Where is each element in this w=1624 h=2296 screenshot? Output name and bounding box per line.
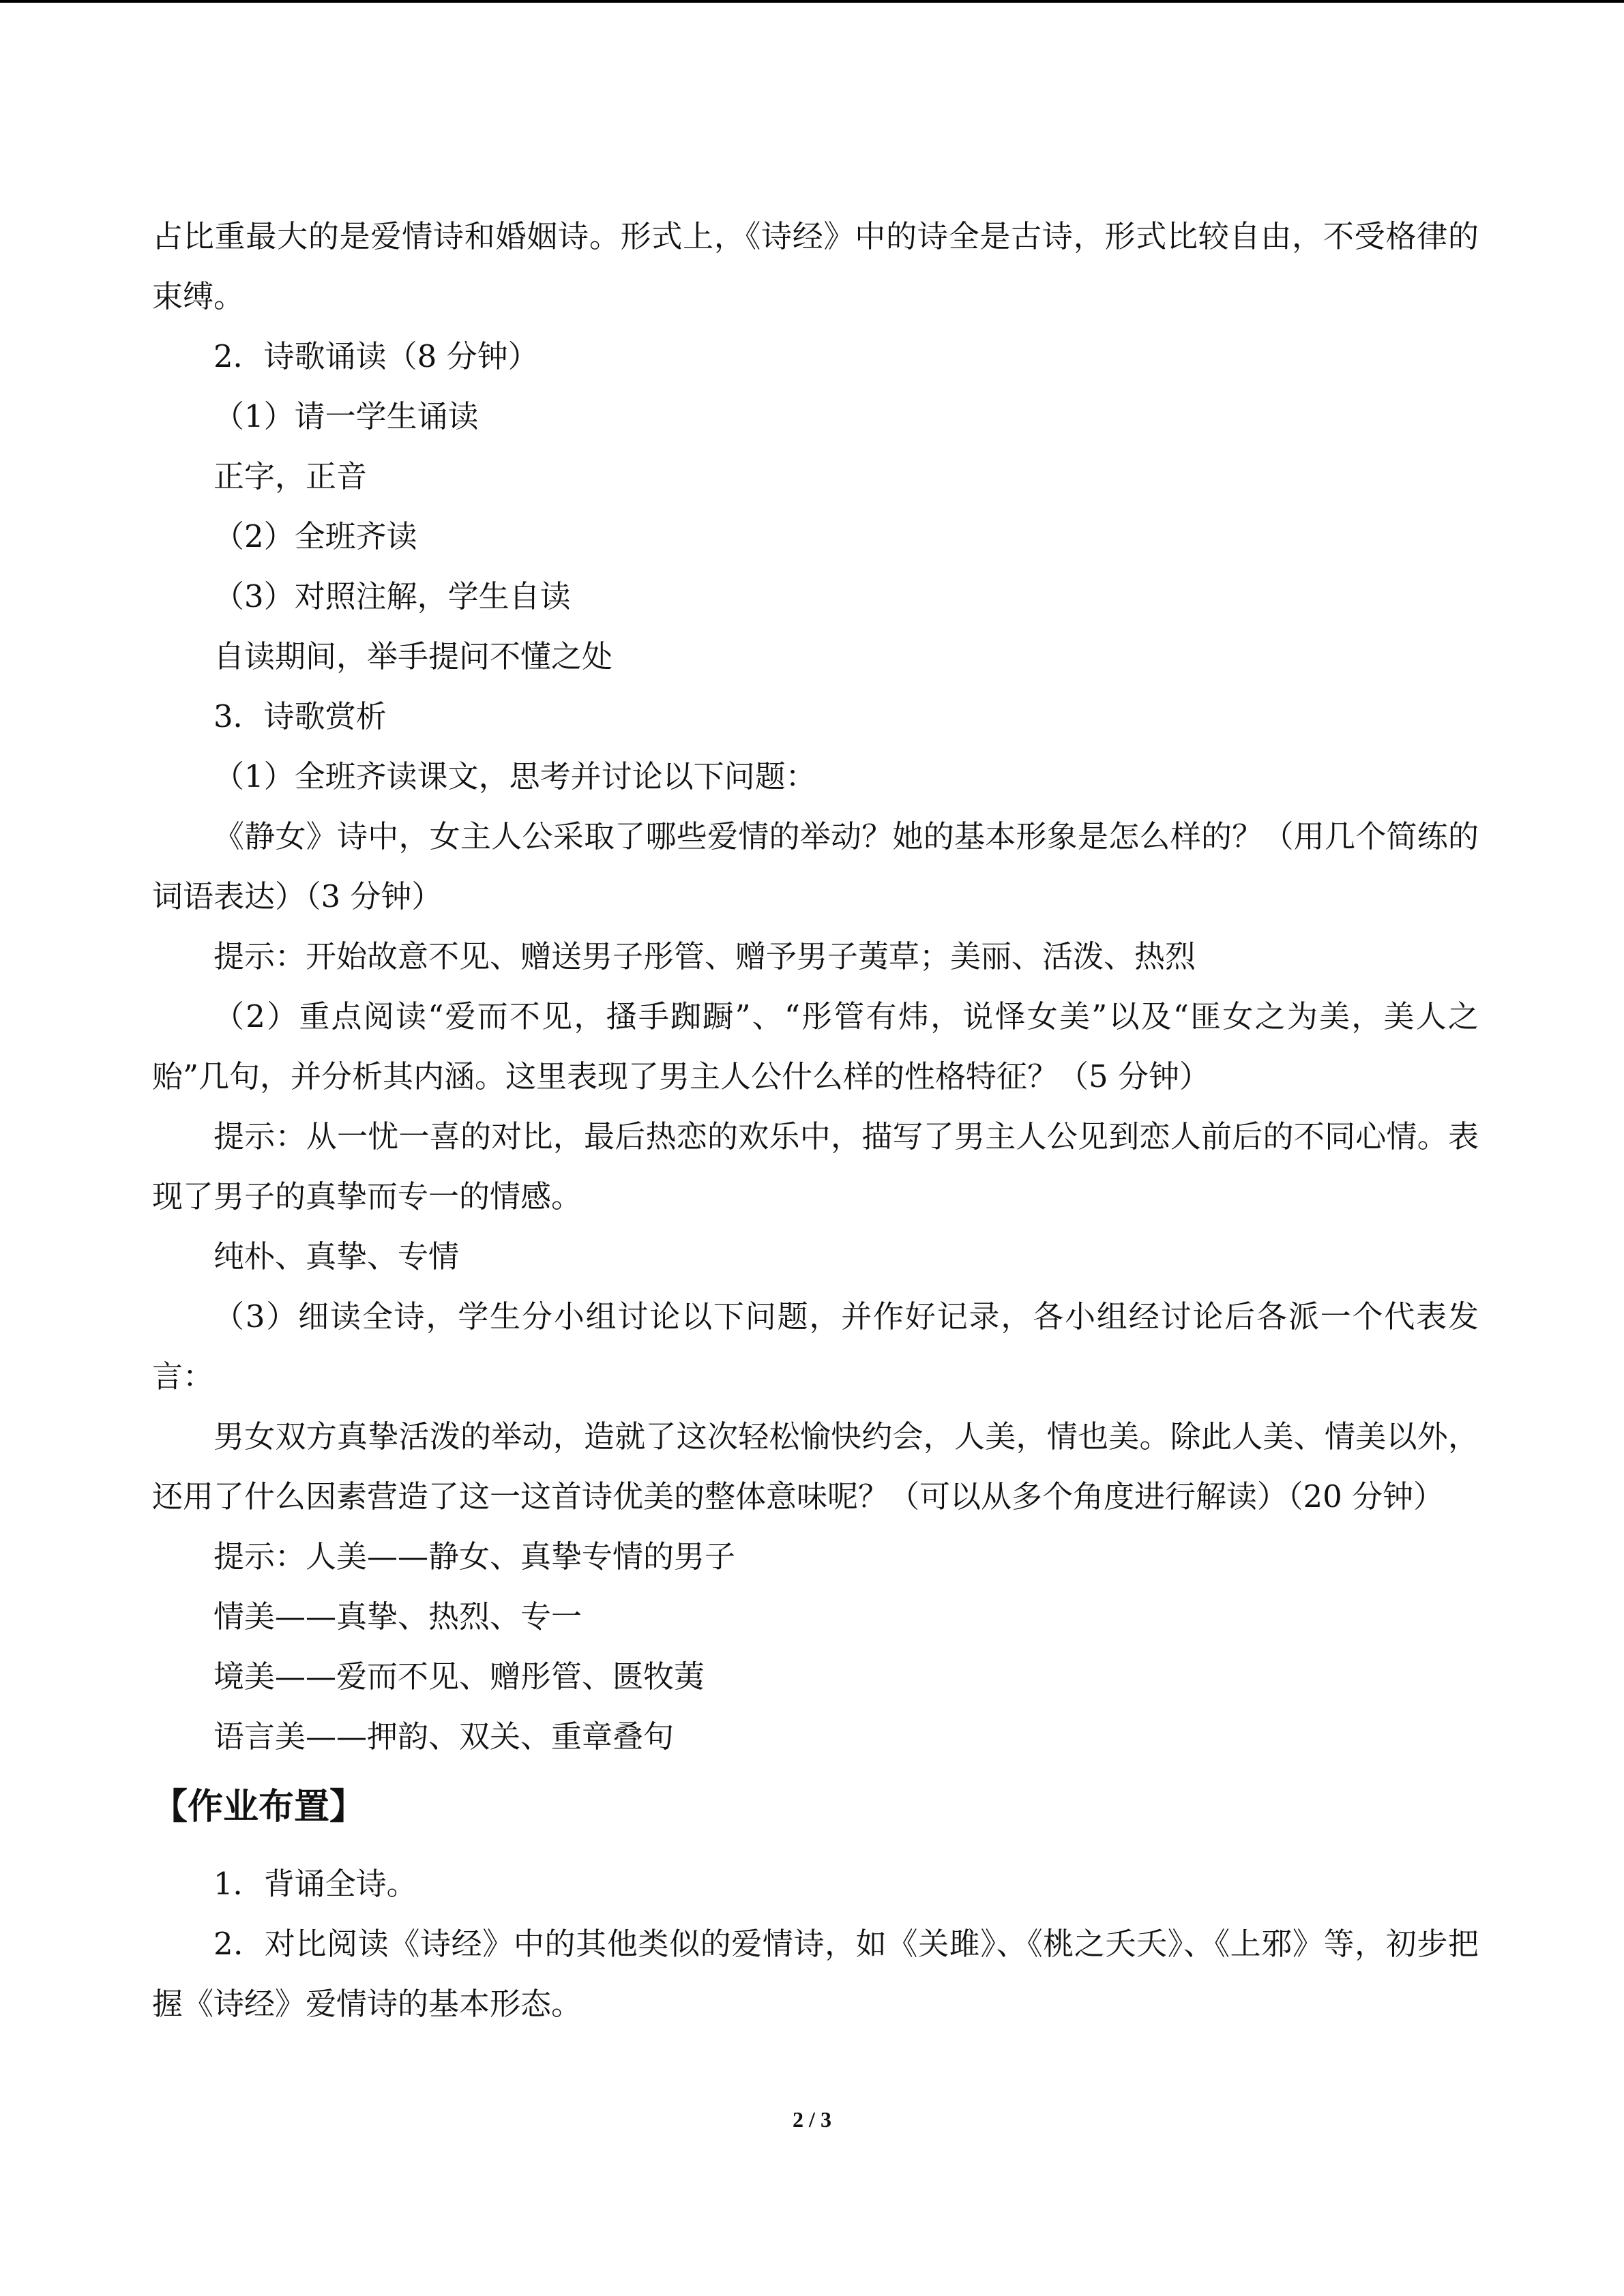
paragraph: （2）全班齐读 xyxy=(213,518,417,554)
paragraph: 情美——真挚、热烈、专一 xyxy=(213,1598,582,1635)
paragraph: （3）细读全诗，学生分小组讨论以下问题，并作好记录，各小组经讨论后各派一个代表发言： xyxy=(152,1298,1479,1395)
paragraph: （1）请一学生诵读 xyxy=(213,398,479,434)
paragraph: 2．对比阅读《诗经》中的其他类似的爱情诗，如《关雎》、《桃之夭夭》、《上邪》等，初步把握《诗经》爱情诗的基本形态。 xyxy=(152,1926,1479,2022)
paragraph: 纯朴、真挚、专情 xyxy=(213,1238,460,1274)
paragraph: 《静女》诗中，女主人公采取了哪些爱情的举动？她的基本形象是怎么样的？（用几个简练的词语表达）（3 分钟） xyxy=(152,818,1479,914)
lesson-steps-section xyxy=(152,207,1479,1767)
paragraph: 提示：开始故意不见、赠送男子彤管、赠予男子荑草；美丽、活泼、热烈 xyxy=(213,938,1196,974)
paragraph: 语言美——押韵、双关、重章叠句 xyxy=(213,1718,675,1755)
document-body xyxy=(152,207,1479,2034)
paragraph: 占比重最大的是爱情诗和婚姻诗。形式上，《诗经》中的诗全是古诗，形式比较自由，不受格律的束缚。 xyxy=(152,218,1479,314)
paragraph: （2）重点阅读“爱而不见，搔手踟蹰”、“彤管有炜，说怿女美”以及“匪女之为美，美人之贻”几句，并分析其内涵。这里表现了男主人公什么样的性格特征？（5 分钟） xyxy=(152,998,1479,1094)
paragraph: 境美——爱而不见、赠彤管、匮牧荑 xyxy=(213,1658,705,1695)
paragraph: （3）对照注解，学生自读 xyxy=(213,578,571,614)
paragraph: 正字，正音 xyxy=(213,458,368,494)
homework-section xyxy=(152,1854,1479,2034)
page-number: 2 / 3 xyxy=(793,2107,831,2132)
paragraph: （1）全班齐读课文，思考并讨论以下问题： xyxy=(213,758,816,794)
paragraph: 提示：人美——静女、真挚专情的男子 xyxy=(213,1538,736,1575)
paragraph: 2．诗歌诵读（8 分钟） xyxy=(213,338,539,374)
paragraph: 男女双方真挚活泼的举动，造就了这次轻松愉快约会，人美，情也美。除此人美、情美以外，还用了什么因素营造了这一这首诗优美的整体意味呢？（可以从多个角度进行解读）（20 分钟） xyxy=(152,1418,1479,1515)
paragraph: 1．背诵全诗。 xyxy=(213,1866,417,1902)
homework-heading: 【作业布置】 xyxy=(152,1787,366,1828)
paragraph: 自读期间，举手提问不懂之处 xyxy=(213,638,613,674)
paragraph: 3．诗歌赏析 xyxy=(213,698,387,734)
paragraph: 提示：从一忧一喜的对比，最后热恋的欢乐中，描写了男主人公见到恋人前后的不同心情。表现了男子的真挚而专一的情感。 xyxy=(152,1118,1479,1214)
top-border-line xyxy=(0,0,1624,3)
